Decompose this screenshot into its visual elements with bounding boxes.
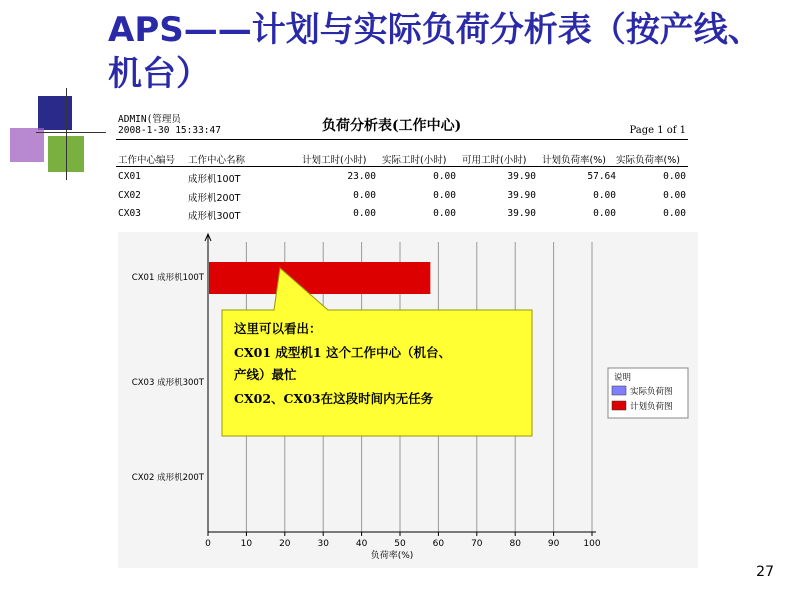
x-tick-label: 0 xyxy=(205,539,211,549)
decor-line-vertical xyxy=(66,88,67,180)
report-divider-header xyxy=(116,166,688,167)
col-header-planned-rate: 计划负荷率(%) xyxy=(542,155,606,166)
table-cell: 0.00 xyxy=(663,171,686,182)
report-panel xyxy=(112,108,698,568)
callout-line-2: CX01 成型机1 这个工作中心（机台、 xyxy=(234,345,451,360)
table-cell: CX03 xyxy=(118,208,141,219)
report-user: ADMIN(管理员 xyxy=(118,114,181,125)
load-chart xyxy=(118,232,698,568)
table-cell: 0.00 xyxy=(433,171,456,182)
report-page: Page 1 of 1 xyxy=(629,125,686,136)
table-cell: 0.00 xyxy=(353,190,376,201)
decor-square-purple xyxy=(10,128,44,162)
planned-load-bar xyxy=(209,262,430,294)
legend-title: 说明 xyxy=(614,373,632,383)
table-cell: 0.00 xyxy=(593,208,616,219)
table-cell: 0.00 xyxy=(663,190,686,201)
table-cell: 0.00 xyxy=(353,208,376,219)
x-tick-label: 30 xyxy=(317,539,329,549)
x-tick-label: 80 xyxy=(509,539,521,549)
table-cell: 0.00 xyxy=(433,208,456,219)
report-timestamp: 2008-1-30 15:33:47 xyxy=(118,125,221,136)
x-tick-label: 70 xyxy=(471,539,483,549)
table-cell: 39.90 xyxy=(507,190,536,201)
legend-label-planned: 计划负荷图 xyxy=(630,402,673,412)
callout-line-3: 产线）最忙 xyxy=(234,367,297,382)
x-tick-label: 20 xyxy=(279,539,291,549)
table-cell: 成形机200T xyxy=(188,193,241,204)
slide-title: APS——计划与实际负荷分析表（按产线、机台） xyxy=(108,10,762,94)
y-category-label: CX01 成形机100T xyxy=(131,273,204,283)
x-tick-label: 90 xyxy=(547,539,560,549)
decor-line-horizontal xyxy=(36,132,106,133)
table-cell: CX01 xyxy=(118,171,141,182)
x-axis-label: 负荷率(%) xyxy=(370,551,414,561)
table-cell: 23.00 xyxy=(347,171,376,182)
col-header-actual: 实际工时(小时) xyxy=(382,155,447,166)
col-header-actual-rate: 实际负荷率(%) xyxy=(616,155,680,166)
x-tick-label: 100 xyxy=(583,539,601,549)
col-header-planned: 计划工时(小时) xyxy=(302,155,367,166)
table-cell: 0.00 xyxy=(593,190,616,201)
legend-label-actual: 实际负荷图 xyxy=(630,387,673,397)
chart-legend xyxy=(608,368,688,418)
table-cell: 57.64 xyxy=(587,171,616,182)
table-cell: CX02 xyxy=(118,190,141,201)
x-tick-label: 50 xyxy=(394,539,406,549)
callout-line-1: 这里可以看出： xyxy=(234,321,322,336)
col-header-name: 工作中心名称 xyxy=(188,155,246,166)
callout-line-4: CX02、CX03在这段时间内无任务 xyxy=(234,391,434,406)
report-title: 负荷分析表(工作中心) xyxy=(322,118,462,134)
y-category-label: CX03 成形机300T xyxy=(131,378,204,388)
x-tick-label: 10 xyxy=(240,539,253,549)
col-header-id: 工作中心编号 xyxy=(118,155,176,166)
table-cell: 39.90 xyxy=(507,171,536,182)
x-tick-label: 60 xyxy=(432,539,445,549)
load-chart-svg xyxy=(118,232,698,568)
table-cell: 0.00 xyxy=(663,208,686,219)
col-header-available: 可用工时(小时) xyxy=(462,155,527,166)
table-cell: 成形机100T xyxy=(188,174,241,185)
report-divider-top xyxy=(116,139,688,140)
x-tick-label: 40 xyxy=(355,539,368,549)
table-cell: 成形机300T xyxy=(188,211,241,222)
legend-swatch-actual xyxy=(612,386,626,395)
legend-swatch-planned xyxy=(612,401,626,410)
table-cell: 39.90 xyxy=(507,208,536,219)
y-category-label: CX02 成形机200T xyxy=(131,473,204,483)
page-number: 27 xyxy=(756,564,774,580)
table-cell: 0.00 xyxy=(433,190,456,201)
